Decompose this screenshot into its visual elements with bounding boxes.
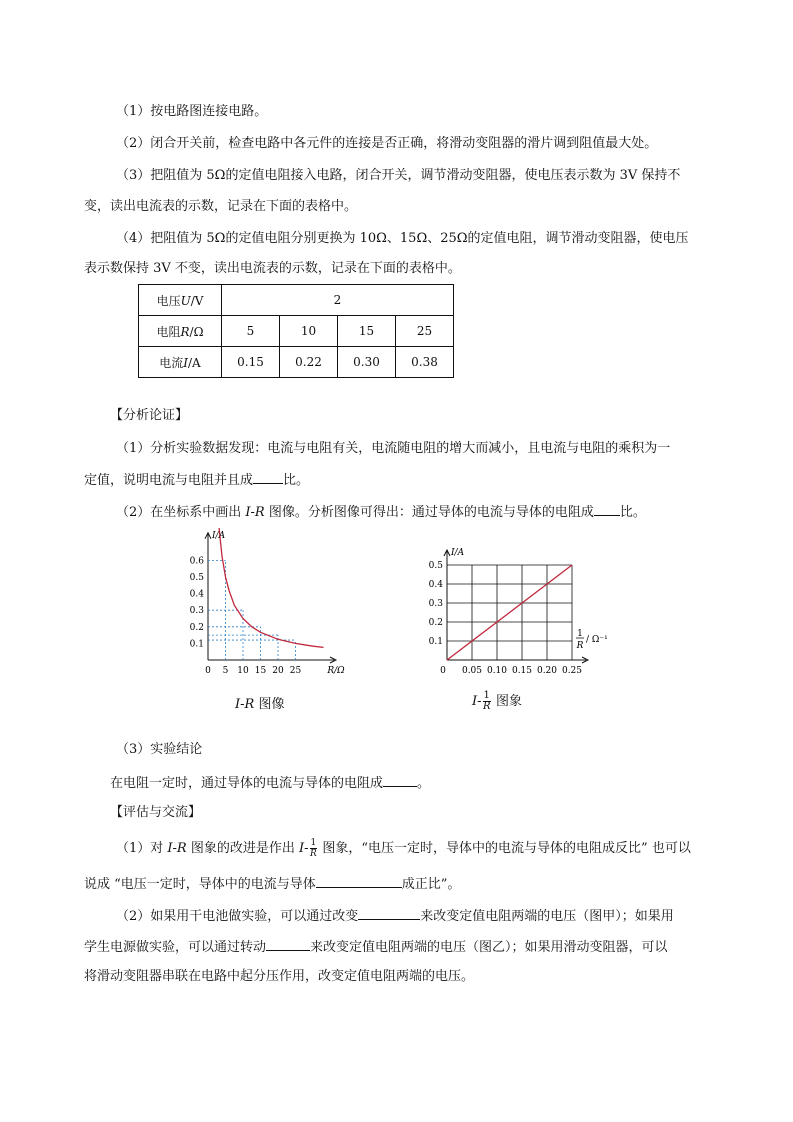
evaluation-1-line-1: （1）对 I-R 图象的改进是作出 I- $\frac{1}{R}$ 图象，“电压一定时，导体中的电流与导体的电阻成反比” 也可以: [116, 838, 691, 859]
x-tick-label: 0.20: [536, 666, 558, 676]
i-inverse-r-chart: [405, 538, 625, 678]
y-tick-label: 0.6: [189, 556, 204, 567]
x-tick-label: 15: [254, 666, 267, 676]
y-tick-label: 0.4: [189, 589, 204, 600]
voltage-label: 电压U/V: [139, 285, 222, 316]
x-tick-label: 25: [289, 666, 302, 676]
table-cell: 5: [222, 316, 280, 347]
y-tick-label: 0.1: [189, 639, 204, 650]
table-cell: 15: [338, 316, 396, 347]
i-inverse-r-line: [447, 565, 572, 660]
i-r-chart-caption: I-R 图像: [235, 697, 285, 712]
i-inverse-r-chart-caption: I- $\frac{1}{R}$ 图象: [472, 690, 523, 712]
x-tick-label: 0: [205, 666, 211, 676]
step-1: （1）按电路图连接电路。: [116, 104, 268, 119]
analysis-1-line-2: 定值，说明电流与电阻并且成 比。: [84, 470, 309, 490]
x-axis-label-unit: / Ω⁻¹: [586, 635, 608, 645]
table-cell: 0.30: [338, 347, 396, 378]
step-4-line-2: 表示数保持 3V 不变，读出电流表的示数，记录在下面的表格中。: [84, 261, 461, 276]
evaluation-2-line-3: 将滑动变阻器串联在电路中起分压作用，改变定值电阻两端的电压。: [84, 969, 475, 984]
voltage-value: 2: [222, 285, 454, 316]
answer-blank[interactable]: [266, 937, 310, 951]
step-4-line-1: （4）把阻值为 5Ω的定值电阻分别更换为 10Ω、15Ω、25Ω的定值电阻，调节滑动变阻器，使电压: [116, 231, 689, 246]
i-r-chart: [180, 528, 360, 678]
evaluation-2-line-2: 学生电源做实验，可以通过转动 来改变定值电阻两端的电压（图乙）；如果用滑动变阻器，可以: [84, 937, 668, 957]
data-table: [138, 284, 454, 378]
table-cell: 0.22: [280, 347, 338, 378]
y-tick-label: 0.3: [189, 606, 204, 617]
x-tick-label: 0.10: [486, 666, 508, 676]
y-tick-label: 0.4: [428, 580, 443, 590]
answer-blank[interactable]: [594, 502, 620, 516]
x-tick-label: 0.25: [561, 666, 583, 676]
answer-blank[interactable]: [358, 906, 420, 920]
y-tick-label: 0.2: [428, 618, 443, 628]
table-cell: 0.38: [396, 347, 454, 378]
answer-blank[interactable]: [253, 470, 283, 484]
conclusion-text: 在电阻一定时，通过导体的电流与导体的电阻成 。: [110, 773, 430, 793]
x-tick-label: 5: [222, 666, 229, 676]
evaluation-heading: 【评估与交流】: [110, 805, 202, 820]
resistance-label: 电阻R/Ω: [139, 316, 222, 347]
x-tick-label: 20: [272, 666, 284, 676]
x-tick-label: 0: [440, 666, 446, 676]
table-row: [139, 285, 454, 316]
x-axis-label-denominator: R: [576, 641, 584, 651]
y-tick-label: 0.1: [428, 637, 443, 647]
table-row: [139, 316, 454, 347]
x-tick-label: 0.05: [461, 666, 483, 676]
table-cell: 25: [396, 316, 454, 347]
x-axis-label-numerator: 1: [577, 629, 583, 639]
x-tick-label: 10: [237, 666, 249, 676]
y-tick-label: 0.3: [428, 599, 443, 609]
x-axis-label: R/Ω: [327, 666, 345, 676]
y-tick-label: 0.5: [428, 561, 443, 571]
analysis-1-line-1: （1）分析实验数据发现：电流与电阻有关，电流随电阻的增大而减小，且电流与电阻的乘积为一: [116, 441, 671, 456]
step-3-line-2: 变，读出电流表的示数，记录在下面的表格中。: [84, 199, 358, 214]
step-2: （2）闭合开关前，检查电路中各元件的连接是否正确，将滑动变阻器的滑片调到阻值最大处。: [116, 136, 658, 151]
evaluation-2-line-1: （2）如果用干电池做实验，可以通过改变 来改变定值电阻两端的电压（图甲）；如果用: [116, 906, 674, 926]
table-cell: 10: [280, 316, 338, 347]
answer-blank[interactable]: [316, 874, 402, 888]
answer-blank[interactable]: [383, 773, 417, 787]
step-3-line-1: （3）把阻值为 5Ω的定值电阻接入电路，闭合开关，调节滑动变阻器，使电压表示数为 3V 保持不: [116, 168, 681, 183]
table-row: [139, 347, 454, 378]
conclusion-heading: （3）实验结论: [116, 742, 203, 757]
table-cell: 0.15: [222, 347, 280, 378]
current-label: 电流I/A: [139, 347, 222, 378]
x-tick-label: 0.15: [511, 666, 533, 676]
evaluation-1-line-2: 说成 “电压一定时，导体中的电流与导体 成正比”。: [84, 874, 460, 894]
y-axis-label: I/A: [451, 548, 465, 558]
y-tick-label: 0.5: [189, 573, 204, 583]
analysis-heading: 【分析论证】: [110, 408, 189, 423]
i-r-curve: [217, 528, 324, 647]
analysis-2: （2）在坐标系中画出 I-R 图像。分析图像可得出：通过导体的电流与导体的电阻成 比。: [116, 502, 646, 522]
y-tick-label: 0.2: [189, 622, 204, 633]
y-axis-label: I/A: [212, 530, 226, 541]
